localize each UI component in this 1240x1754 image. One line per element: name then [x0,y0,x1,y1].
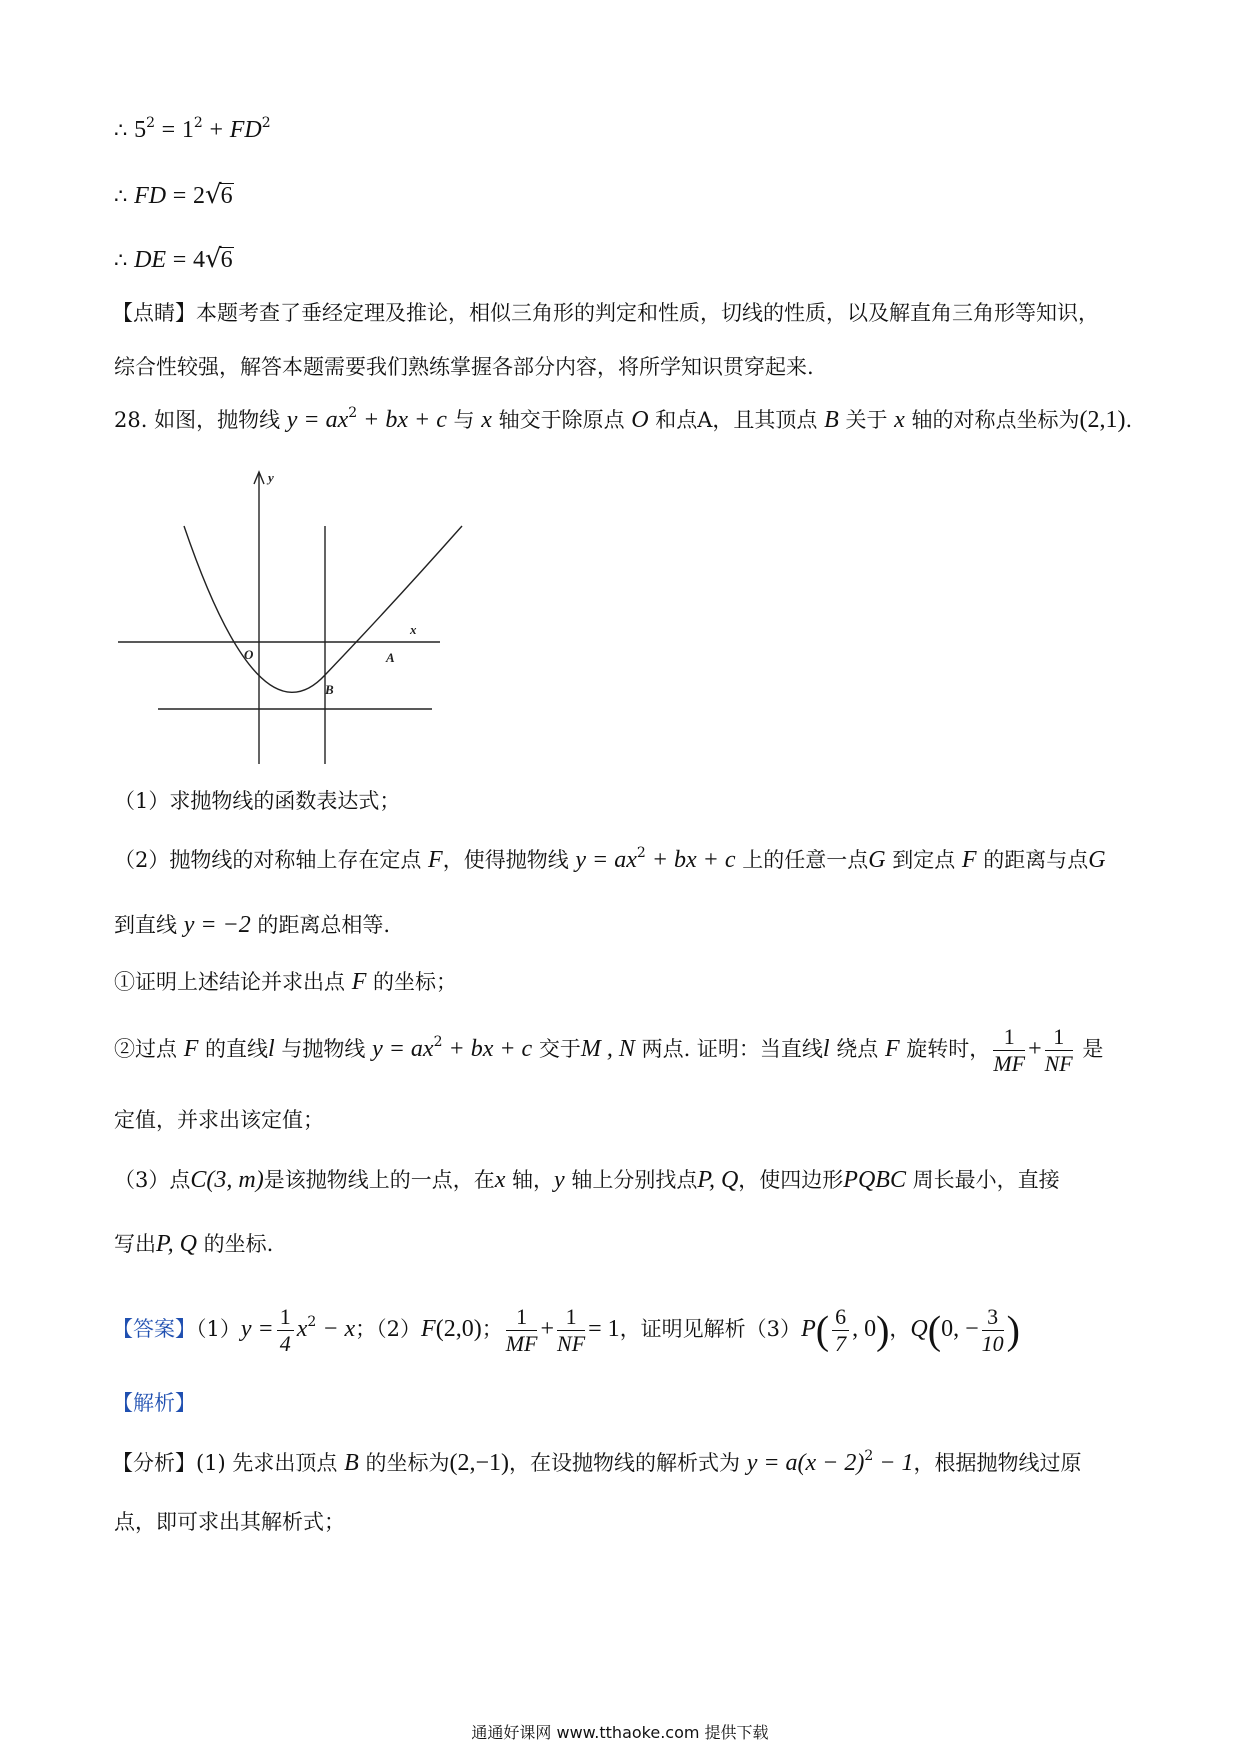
equation-1: ∴ $5^2 = 1^2 + FD^2$ [114,115,271,143]
part-2-sub-1: ①证明上述结论并求出点 F 的坐标； [114,969,458,995]
comment-line-1: 【点睛】本题考查了垂经定理及推论，相似三角形的判定和性质，切线的性质，以及解直角三角形等知识， [112,301,1099,325]
part-2: （2）抛物线的对称轴上存在定点 F，使得抛物线 $y = ax^2$ + bx + c 上的任意一点G 到定点 F 的距离与点G [114,845,1106,873]
part-3-continued: 写出P, Q 的坐标. [114,1231,274,1257]
point-a-label: A [386,650,395,665]
comment-tag: 【点睛】 [112,301,196,325]
analysis-line-1: 【分析】(1) 先求出顶点 B 的坐标为(2,−1)，在设抛物线的解析式为 $y = a(x - 2)^2 - 1$，根据抛物线过原 [112,1448,1082,1476]
answer-line: 【答案】（1）y = $\frac{1}{4}$ $x^2 - x$；（2）F(2,0)； $\frac{1}{MF}$ + $\frac{1}{NF}$ = 1，证明见解析（3）P( $\frac{6}{7}$ , 0)，Q(0, − $\frac{3}{10}$ ) [112,1304,1020,1356]
comment-line-2: 综合性较强，解答本题需要我们熟练掌握各部分内容，将所学知识贯穿起来. [114,355,814,379]
part-2-sub-2: ②过点 F 的直线l 与抛物线 $y = ax^2$ + bx + c 交于M , N 两点. 证明：当直线l 绕点 F 旋转时， $\frac{1}{MF}$ + $\frac{1}{NF}$ 是 [114,1024,1104,1076]
question-28-stem: 28. 如图，抛物线 $y = ax^2$ + bx + c 与 x 轴交于除原点 O 和点A，且其顶点 B 关于 x 轴的对称点坐标为(2,1). [114,405,1133,433]
analysis-line-2: 点，即可求出其解析式； [114,1510,345,1534]
fraction-1-over-nf: $\frac{1}{NF}$ [1044,1024,1073,1076]
part-2-sub-2-continued: 定值，并求出该定值； [114,1108,324,1132]
solution-heading: 【解析】 [112,1391,196,1415]
fraction-1-over-mf: $\frac{1}{MF}$ [993,1024,1026,1076]
answer-tag: 【答案】 [112,1317,196,1341]
part-1: （1）求抛物线的函数表达式； [114,789,401,813]
part-3: （3）点C(3, m)是该抛物线上的一点，在x 轴，y 轴上分别找点P, Q，使四边形PQBC 周长最小，直接 [114,1167,1060,1193]
page-footer: 通通好课网 www.tthaoke.com 提供下载 [471,1723,769,1742]
equation-3: ∴ DE = 4√6 [114,244,233,274]
y-axis-label: y [268,470,274,485]
parabola-figure [110,466,470,766]
origin-label: O [244,647,254,662]
part-2-continued: 到直线 y = −2 的距离总相等. [114,912,391,938]
equation-2: ∴ FD = 2√6 [114,180,233,210]
vertex-b-label: B [325,682,334,697]
x-axis-label: x [410,622,417,637]
